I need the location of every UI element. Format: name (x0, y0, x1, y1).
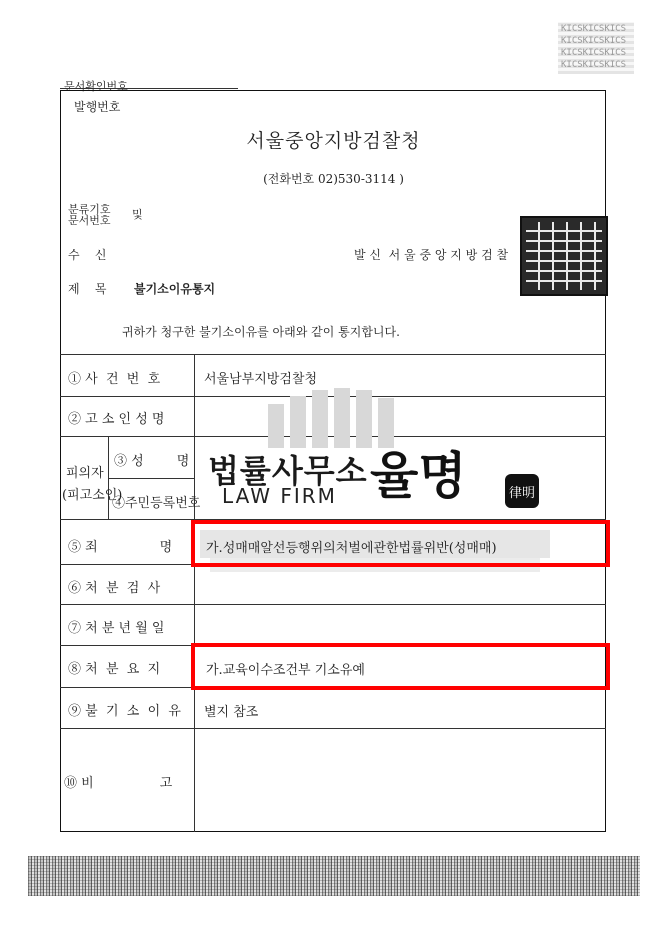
official-seal-icon (520, 216, 608, 296)
doc-check-number-label: 문서확인번호 (64, 80, 128, 93)
classification-code-label: 분류기호 (68, 203, 111, 216)
table-column-rule (194, 354, 195, 832)
law-firm-badge-icon: 律明 (505, 474, 539, 508)
recipient-label: 수 신 (68, 248, 107, 262)
document-number-label: 문서번호 (68, 214, 111, 227)
case-number-label: ① 사 건 번 호 (68, 372, 161, 387)
complainant-label: ② 고 소 인 성 명 (68, 412, 165, 427)
crime-label: ⑤ 죄 명 (68, 540, 173, 555)
law-firm-logo-english: LAW FIRM (222, 484, 337, 508)
suspect-sublabel: (피고소인) (62, 488, 123, 503)
table-rule (60, 604, 606, 605)
table-column-rule (108, 436, 109, 519)
classification-and: 및 (132, 208, 143, 221)
stamp-line: KICSKICSKICS (561, 48, 627, 58)
issue-number-label: 발행번호 (74, 100, 121, 114)
scan-noise-band (28, 856, 640, 896)
disposition-summary-label: ⑧ 처 분 요 지 (68, 662, 161, 677)
stamp-line: KICSKICSKICS (561, 60, 627, 70)
non-prosecution-reason-label: ⑨ 불 기 소 이 유 (68, 704, 181, 719)
remarks-label: ⑩ 비 고 (64, 776, 173, 791)
law-firm-name: 율명 (370, 446, 467, 505)
classification-label (68, 204, 111, 226)
table-rule (108, 478, 194, 479)
sender-line: 발 신 서 울 중 앙 지 방 검 찰 (354, 248, 509, 262)
suspect-label: 피의자 (66, 466, 104, 481)
prosecutor-label: ⑥ 처 분 검 사 (68, 581, 161, 596)
table-rule (60, 354, 606, 355)
crime-red-box (191, 520, 610, 567)
subject-value: 불기소이유통지 (134, 282, 216, 296)
crime-value: 가.성매매알선등행위의처벌에관한법률위반(성매매) (206, 541, 497, 556)
disposition-summary-value: 가.교육이수조건부 기소유예 (206, 663, 365, 678)
non-prosecution-reason-value: 별지 참조 (204, 705, 259, 720)
id-number-label: ④주민등록번호 (112, 496, 201, 511)
law-firm-logo-korean: 법률사무소 (208, 452, 368, 490)
subject-label: 제 목 (68, 282, 107, 296)
phone-number: (전화번호 02)530-3114 ) (263, 172, 404, 186)
header-divider (60, 88, 238, 89)
notice-text: 귀하가 청구한 불기소이유를 아래와 같이 통지합니다. (122, 325, 400, 339)
stamp-line: KICSKICSKICS (561, 36, 627, 46)
name-label: ③ 성 명 (114, 454, 190, 469)
case-number-value: 서울남부지방검찰청 (204, 372, 318, 387)
kics-stamp (558, 22, 634, 74)
agency-title: 서울중앙지방검찰청 (246, 130, 421, 152)
disposition-date-label: ⑦ 처 분 년 월 일 (68, 621, 165, 636)
stamp-line: KICSKICSKICS (561, 24, 627, 34)
table-rule (60, 728, 606, 729)
disposition-red-box (191, 643, 610, 690)
